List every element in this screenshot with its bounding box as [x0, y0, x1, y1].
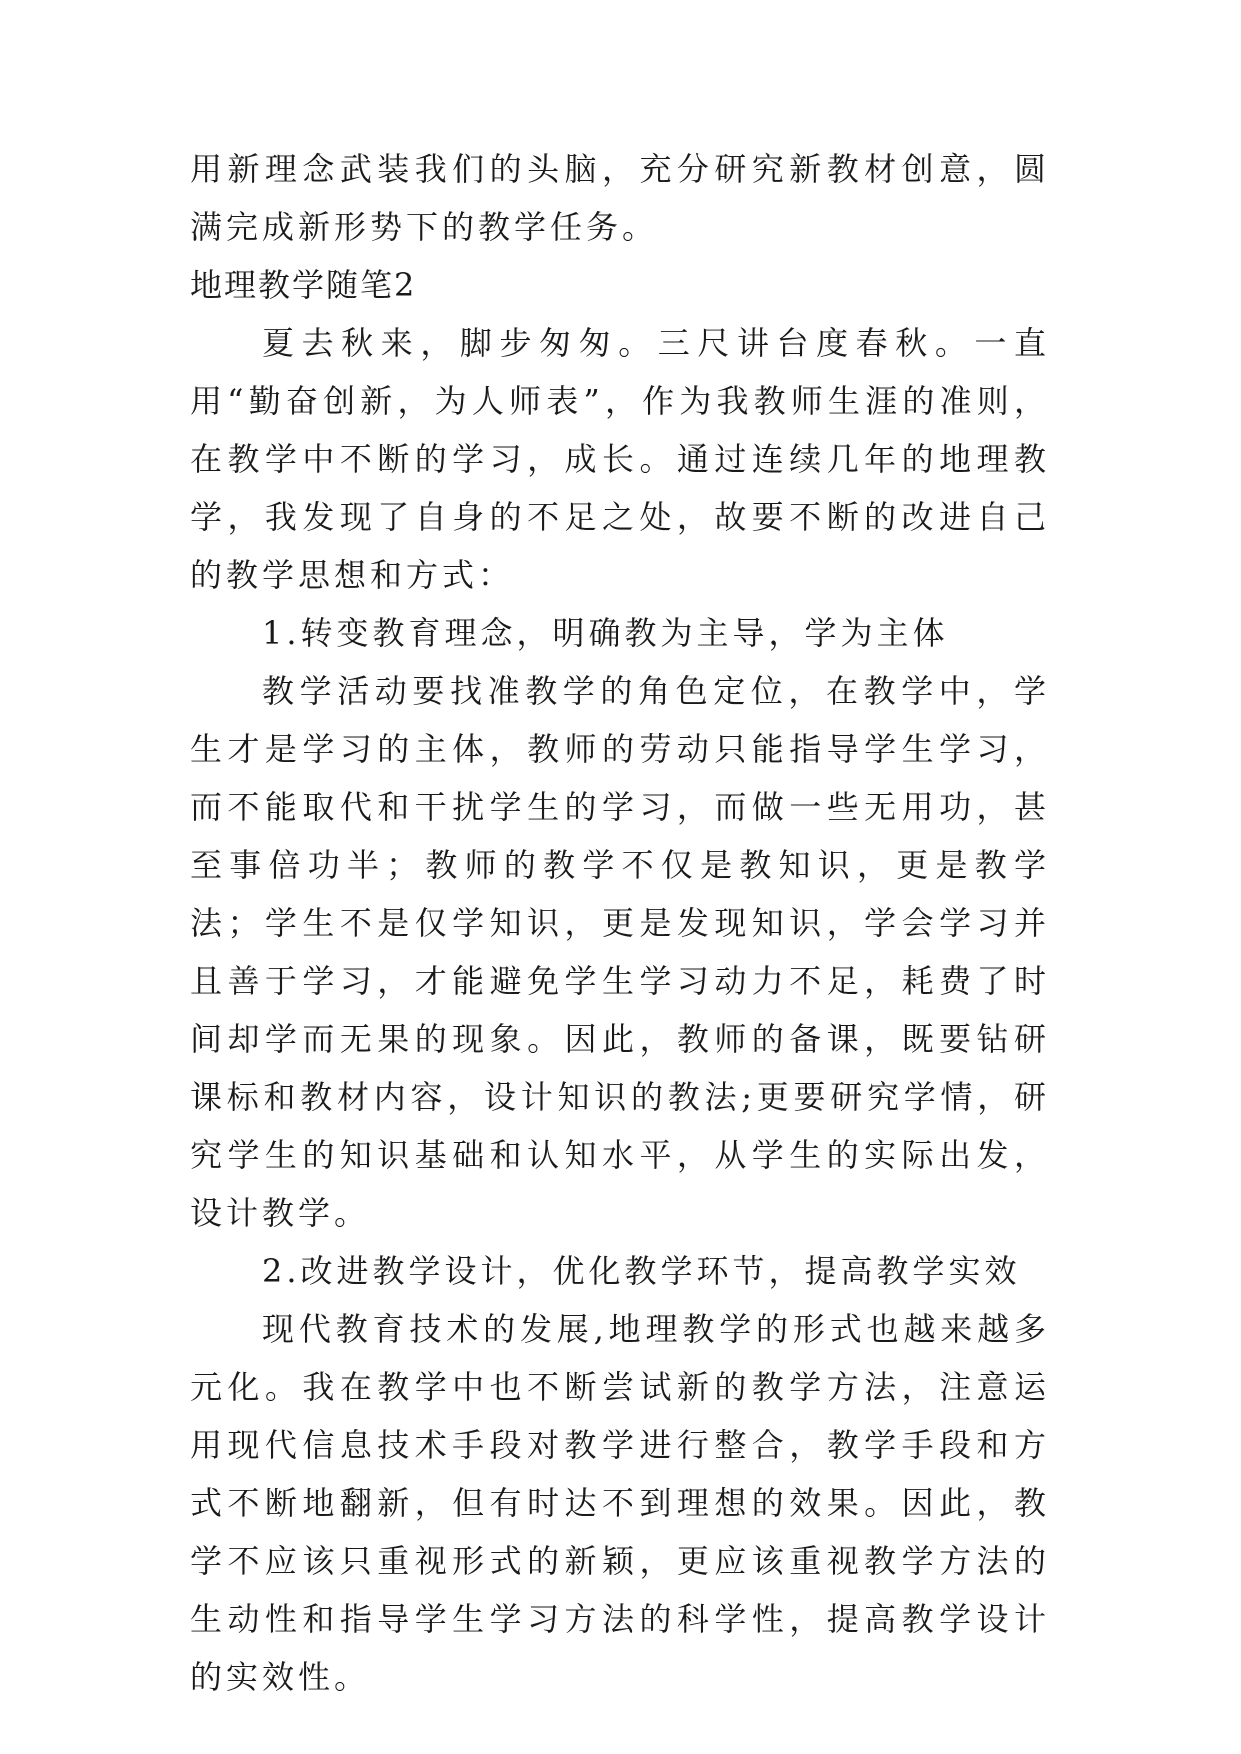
paragraph-2: 现代教育技术的发展,地理教学的形式也越来越多元化。我在教学中也不断尝试新的教学方法，注意运用现代信息技术手段对教学进行整合，教学手段和方式不断地翻新，但有时达不到理想的效果。因此，教学不应该只重视形式的新颖，更应该重视教学方法的生动性和指导学生学习方法的科学性，提高教学设计的实效性。: [190, 1310, 1050, 1696]
subheading-1: 1.转变教育理念，明确教为主导，学为主体: [262, 614, 949, 652]
paragraph-continuation: 用新理念武装我们的头脑，充分研究新教材创意，圆满完成新形势下的教学任务。: [190, 150, 1050, 246]
section-title: 地理教学随笔2: [190, 266, 417, 304]
document-body: [190, 140, 1050, 1706]
paragraph-intro: 夏去秋来，脚步匆匆。三尺讲台度春秋。一直用“勤奋创新，为人师表”，作为我教师生涯的准则，在教学中不断的学习，成长。通过连续几年的地理教学，我发现了自身的不足之处，故要不断的改进自己的教学思想和方式：: [190, 324, 1050, 594]
paragraph-1: 教学活动要找准教学的角色定位，在教学中，学生才是学习的主体，教师的劳动只能指导学生学习，而不能取代和干扰学生的学习，而做一些无用功，甚至事倍功半；教师的教学不仅是教知识，更是教学法；学生不是仅学知识，更是发现知识，学会学习并且善于学习，才能避免学生学习动力不足，耗费了时间却学而无果的现象。因此，教师的备课，既要钻研课标和教材内容，设计知识的教法;更要研究学情，研究学生的知识基础和认知水平，从学生的实际出发，设计教学。: [190, 672, 1050, 1232]
subheading-2: 2.改进教学设计，优化教学环节，提高教学实效: [262, 1252, 1021, 1290]
